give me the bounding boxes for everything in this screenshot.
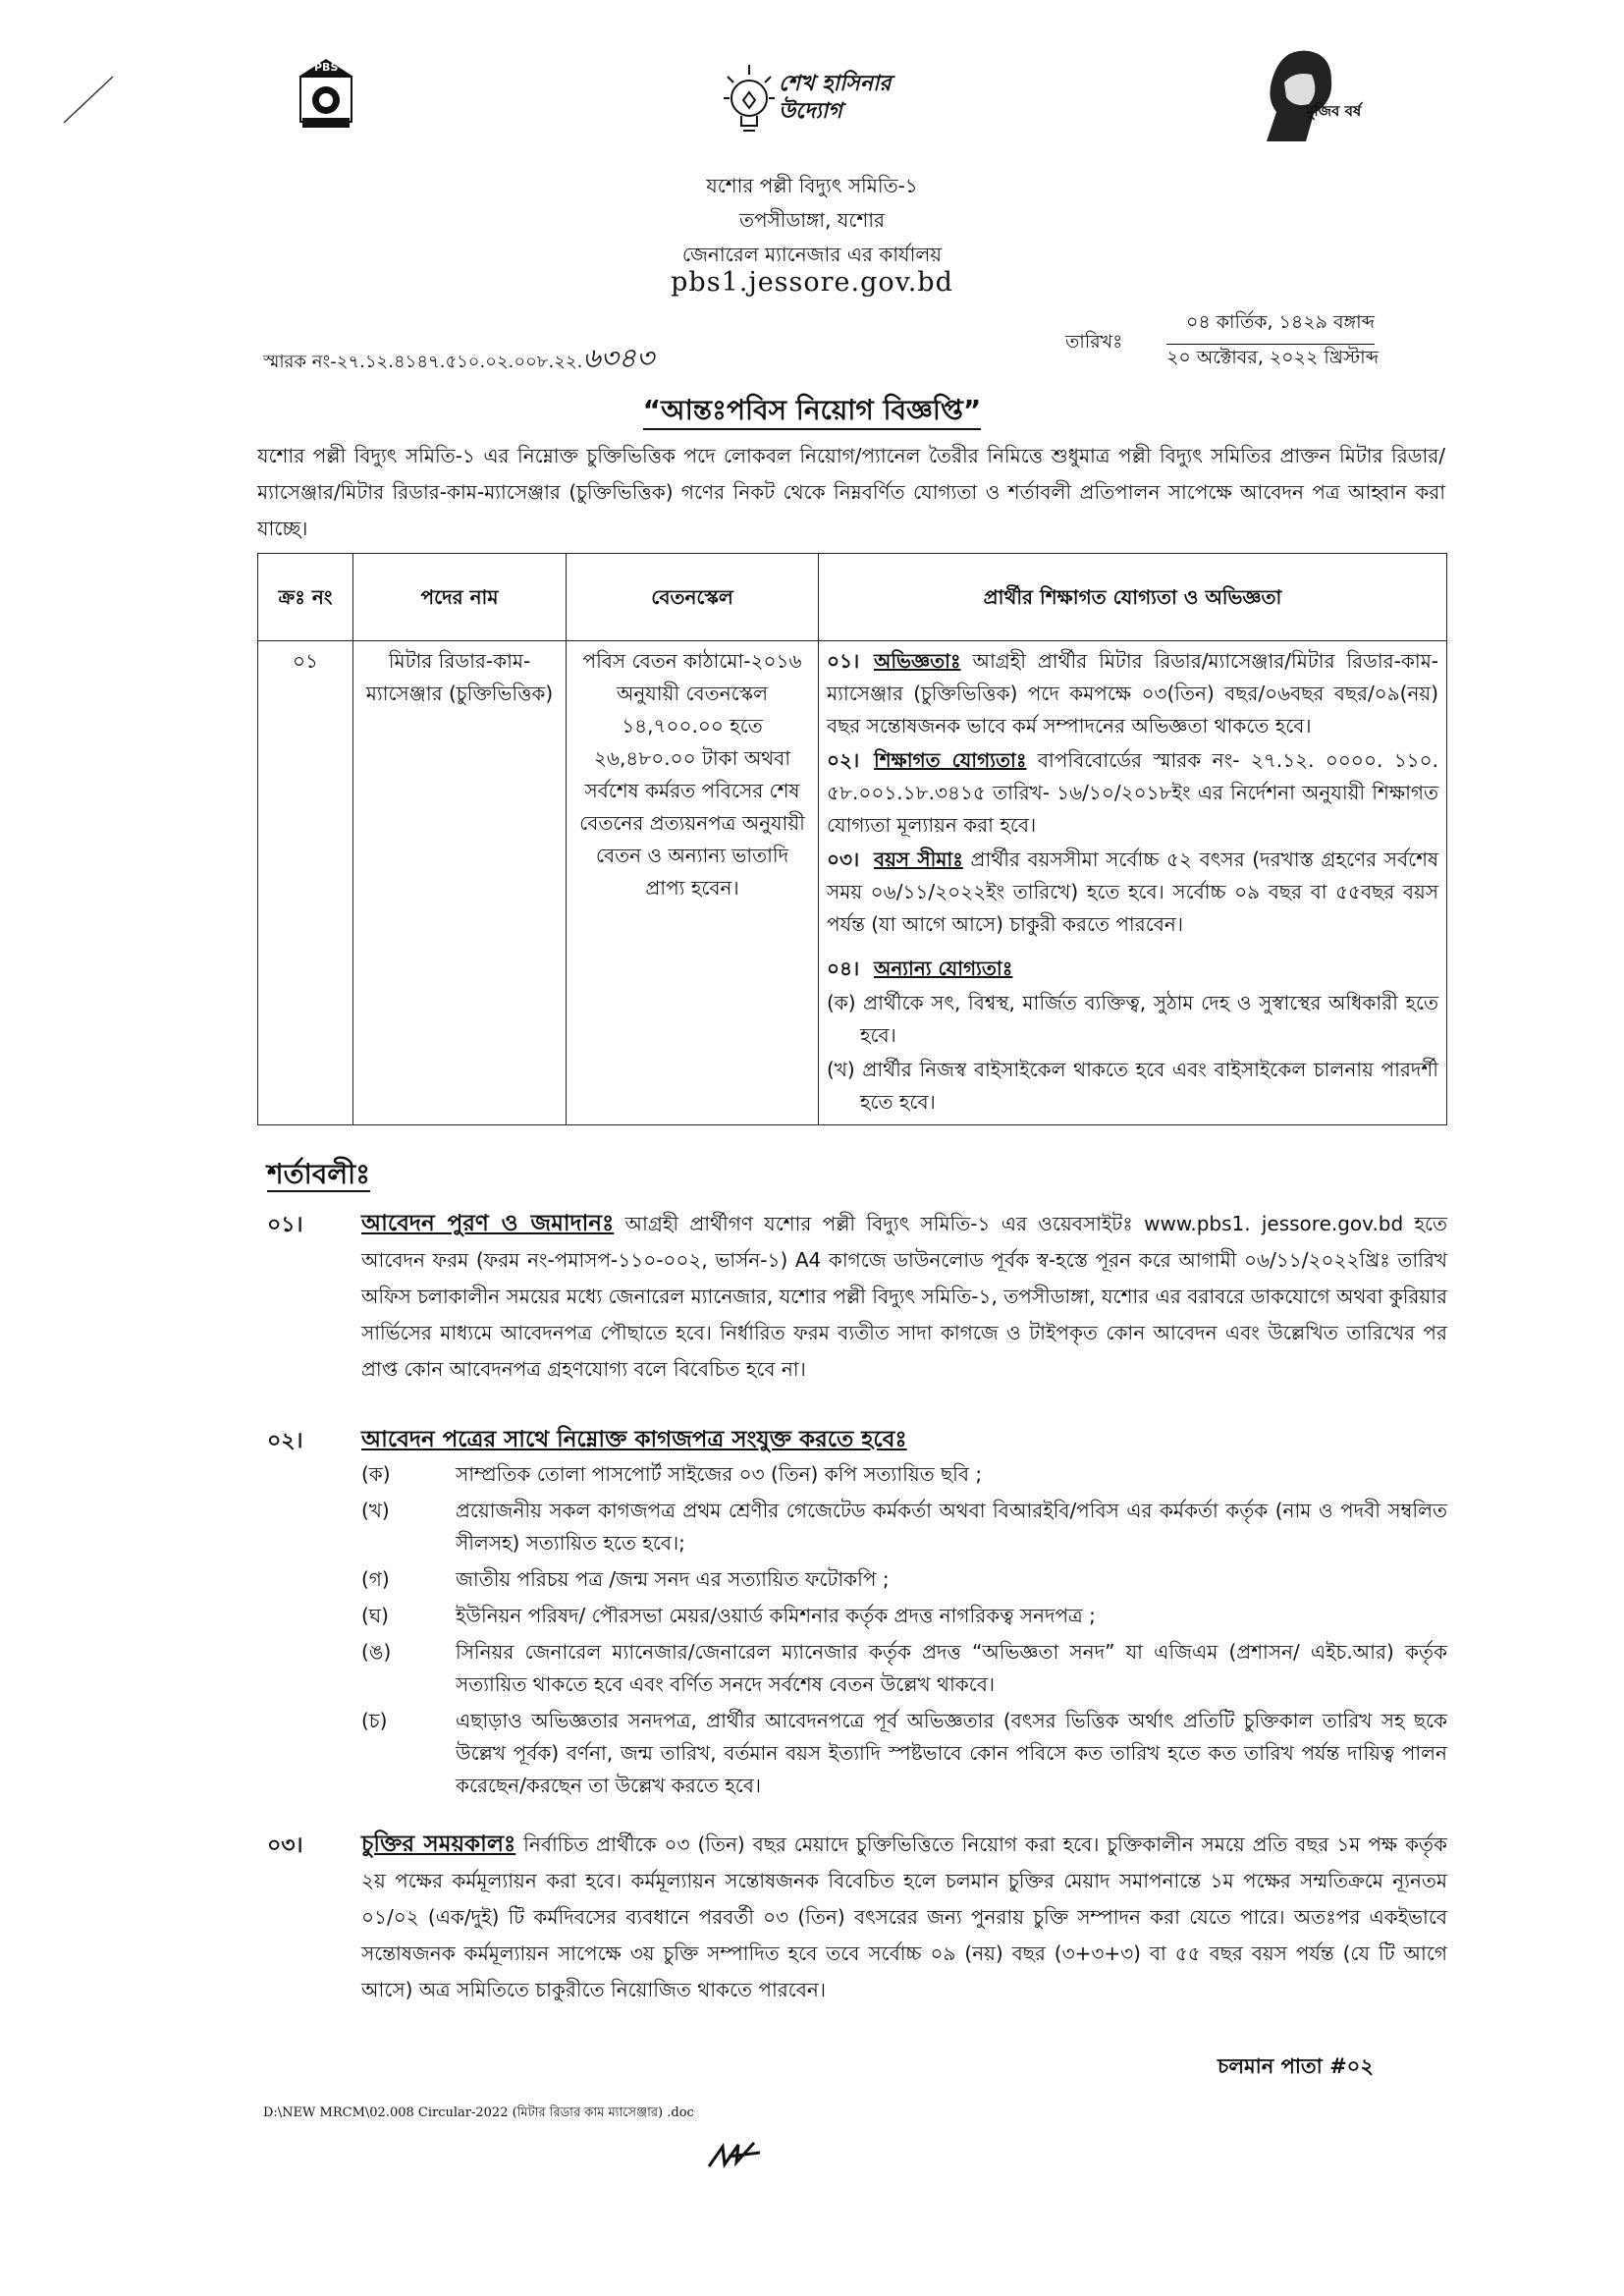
requirement-num: ০৩। <box>827 847 860 871</box>
memo-ref-label: স্মারক নং- <box>263 352 337 372</box>
list-item-label: (গ) <box>361 1567 390 1591</box>
requirement-text: আগ্রহী প্রার্থীর মিটার রিডার/ম্যাসেঞ্জার/মিটার রিডার-কাম-ম্যাসেঞ্জার (চুক্তিভিত্তিক) পদে কমপক্ষে ০৩(তিন) বছর/০৬বছর বছর/০৯(নয়) বছর সন্তোষজনক ভাবে কর্ম সম্পাদনের অভিজ্ঞতা থাকতে হবে। <box>827 649 1439 738</box>
list-item <box>361 1600 1447 1632</box>
requirement-item <box>827 844 1438 941</box>
table-row <box>258 641 1447 1125</box>
file-path: D:\NEW MRCM\02.008 Circular-2022 (মিটার রিডার কাম ম্যাসেঞ্জার) .doc <box>263 2105 694 2120</box>
cell-requirements <box>819 641 1447 1125</box>
cell-salary: পবিস বেতন কাঠামো-২০১৬ অনুযায়ী বেতনস্কেল ১৪,৭০০.০০ হতে ২৬,৪৮০.০০ টাকা অথবা সর্বশেষ কর্মরত পবিসের শেষ বেতনের প্রত্যয়নপত্র অনুযায়ী বেতন ও অন্যান্য ভাতাদি প্রাপ্য হবেন। <box>567 641 819 1125</box>
condition-num: ০২। <box>267 1429 303 1453</box>
condition-head: আবেদন পত্রের সাথে নিম্নোক্ত কাগজপত্র সংযুক্ত করতে হবেঃ <box>361 1427 907 1452</box>
memo-date-bangla: ০৪ কার্তিক, ১৪২৯ বঙ্গাব্দ <box>1166 308 1375 345</box>
continuation-note: চলমান পাতা #০২ <box>1218 2054 1374 2078</box>
requirement-item <box>827 645 1438 742</box>
list-item-text: ইউনিয়ন পরিষদ/ পৌরসভা মেয়র/ওয়ার্ড কমিশনার কর্তৃক প্রদত্ত নাগরিকত্ব সনদপত্র ; <box>456 1604 1096 1627</box>
pbs-logo-text: PBS <box>314 61 339 74</box>
other-qualification-item <box>827 987 1438 1052</box>
other-qualification-text: (খ) প্রার্থীর নিজস্ব বাইসাইকেল থাকতে হবে এবং বাইসাইকেল চালনায় পারদর্শী হতে হবে। <box>827 1058 1438 1114</box>
list-item <box>361 1495 1447 1559</box>
document-list <box>361 1458 1447 1802</box>
condition-head: আবেদন পুরণ ও জমাদানঃ <box>361 1211 615 1236</box>
list-item-label: (ঙ) <box>361 1640 392 1664</box>
requirement-text: প্রার্থীর বয়সসীমা সর্বোচ্চ ৫২ বৎসর (দরখাস্ত গ্রহণের সর্বশেষ সময় ০৬/১১/২০২২ইং তারিখে) হতে হবে। সর্বোচ্চ ০৯ বছর বা ৫৫বছর বয়স পর্যন্ত (যা আগে আসে) চাকুরী করতে পারবেন। <box>827 847 1439 936</box>
requirement-head: অভিজ্ঞতাঃ <box>874 649 961 673</box>
pen-mark <box>59 69 118 128</box>
notice-title <box>0 389 1624 435</box>
condition-body <box>361 1827 1447 2008</box>
condition-text: নির্বাচিত প্রার্থীকে ০৩ (তিন) বছর মেয়াদে চুক্তিভিত্তিতে নিয়োগ করা হবে। চুক্তিকালীন সময়ে প্রতি বছর ১ম পক্ষ কর্তৃক ২য় পক্ষের কর্মমূল্যায়ন করা হবে। কর্মমূল্যায়ন সন্তোষজনক বিবেচিত হলে চলমান চুক্তির মেয়াদ সমাপনান্তে ১ম পক্ষের সম্মতিক্রমে ন্যূনতম ০১/০২ (এক/দুই) টি কর্মদিবসের ব্যবধানে পরবর্তী ০৩ (তিন) বৎসরের জন্য পুনরায় চুক্তি সম্পাদন করা যেতে পারে। অতঃপর একইভাবে সন্তোষজনক কর্মমূল্যায়ন সাপেক্ষে ৩য় চুক্তি সম্পাদিত হবে তবে সর্বোচ্চ ০৯ (নয়) বছর (৩+৩+৩) বা ৫৫ বছর বয়স পর্যন্ত (যে টি আগে আসে) অত্র সমিতিতে চাকুরীতে নিয়োজিত থাকতে পারবেন। <box>361 1832 1448 2001</box>
condition-body <box>361 1206 1447 1388</box>
conditions-title-text: শর্তাবলীঃ <box>267 1158 371 1190</box>
list-item <box>361 1458 1447 1491</box>
th-salary: বেতনস্কেল <box>567 554 819 641</box>
list-item <box>361 1563 1447 1596</box>
list-item-label: (খ) <box>361 1499 390 1522</box>
requirement-head: অন্যান্য যোগ্যতাঃ <box>874 957 1013 980</box>
pbs-logo <box>295 57 357 130</box>
initials-mark <box>705 2139 764 2172</box>
th-post: পদের নাম <box>353 554 567 641</box>
list-item-label: (চ) <box>361 1709 388 1732</box>
requirement-item <box>827 744 1438 842</box>
requirement-item <box>827 953 1438 985</box>
th-qualification: প্রার্থীর শিক্ষাগত যোগ্যতা ও অভিজ্ঞতা <box>819 554 1447 641</box>
memo-ref-handwritten: ৬৩৪৩ <box>582 342 655 374</box>
requirement-head: শিক্ষাগত যোগ্যতাঃ <box>874 748 1027 772</box>
sheikh-hasina-initiative-logo <box>722 61 957 139</box>
cell-serial: ০১ <box>258 641 353 1125</box>
office-name: জেনারেল ম্যানেজার এর কার্যালয় <box>681 243 943 266</box>
org-name: যশোর পল্লী বিদ্যুৎ সমিতি-১ <box>706 174 918 197</box>
list-item <box>361 1705 1447 1802</box>
requirement-head: বয়স সীমাঃ <box>874 847 963 871</box>
other-qualification-item <box>827 1054 1438 1119</box>
th-serial: ক্রঃ নং <box>258 554 353 641</box>
other-qualification-text: (ক) প্রার্থীকে সৎ, বিশ্বস্থ, মার্জিত ব্যক্তিত্ব, সুঠাম দেহ ও সুস্বাস্থের অধিকারী হতে হবে। <box>827 991 1438 1047</box>
list-item-label: (ক) <box>361 1462 391 1486</box>
condition-head: চুক্তির সময়কালঃ <box>361 1831 516 1857</box>
list-item-label: (ঘ) <box>361 1604 389 1627</box>
memo-date-english: ২০ অক্টোবর, ২০২২ খ্রিস্টাব্দ <box>1166 347 1380 368</box>
condition-text: আগ্রহী প্রার্থীগণ যশোর পল্লী বিদ্যুৎ সমিতি-১ এর ওয়েবসাইটঃ www.pbs1. jessore.gov.bd হতে আবেদন ফরম (ফরম নং-পমাসপ-১১০-০০২, ভার্সন-১) A4 কাগজে ডাউনলোড পূর্বক স্ব-হস্তে পূরন করে আগামী ০৬/১১/২০২২খ্রিঃ তারিখ অফিস চলাকালীন সময়ের মধ্যে জেনারেল ম্যানেজার, যশোর পল্লী বিদ্যুৎ সমিতি-১, তপসীডাঙ্গা, যশোর এর বরাবরে ডাকযোগে অথবা কুরিয়ার সার্ভিসের মাধ্যমে আবেদনপত্র পৌছাতে হবে। নির্ধারিত ফরম ব্যতীত সাদা কাগজে ও টাইপকৃত কোন আবেদন এবং উল্লেখিত তারিখের পর প্রাপ্ত কোন আবেদনপত্র গ্রহণযোগ্য বলে বিবেচিত হবে না। <box>361 1212 1447 1381</box>
requirement-num: ০৪। <box>827 957 860 980</box>
list-item <box>361 1636 1447 1701</box>
intro-paragraph: যশোর পল্লী বিদ্যুৎ সমিতি-১ এর নিম্নোক্ত চুক্তিভিত্তিক পদে লোকবল নিয়োগ/প্যানেল তৈরীর নিমিত্তে শুধুমাত্র পল্লী বিদ্যুৎ সমিতির প্রাক্তন মিটার রিডার/ ম্যাসেঞ্জার/মিটার রিডার-কাম-ম্যাসেঞ্জার (চুক্তিভিত্তিক) গণের নিকট থেকে নিম্নবর্ণিত যোগ্যতা ও শর্তাবলী প্রতিপালন সাপেক্ষে আবেদন পত্র আহ্বান করা যাচ্ছে। <box>257 444 1445 540</box>
memo-ref-number: ২৭.১২.৪১৪৭.৫১০.০২.০০৮.২২. <box>336 352 583 372</box>
list-item-text: এছাড়াও অভিজ্ঞতার সনদপত্র, প্রার্থীর আবেদনপত্রে পূর্ব অভিজ্ঞতার (বৎসর ভিত্তিক অর্থাৎ প্রতিটি চুক্তিকাল তারিখ সহ ছকে উল্লেখ পূর্বক) বর্ণনা, জন্ম তারিখ, বর্তমান বয়স ইত্যাদি স্পষ্টভাবে কোন পবিসে কত তারিখ হতে কত তারিখ পর্যন্ত দায়িত্ব পালন করেছেন/করছেন তা উল্লেখ করতে হবে। <box>456 1709 1447 1797</box>
conditions-title <box>267 1153 370 1199</box>
condition-section-2 <box>267 1422 1447 1806</box>
website-link[interactable]: pbs1.jessore.gov.bd <box>671 267 953 298</box>
list-item-text: জাতীয় পরিচয় পত্র /জন্ম সনদ এর সত্যায়িত ফটোকপি ; <box>456 1567 890 1591</box>
list-item-text: সিনিয়র জেনারেল ম্যানেজার/জেনারেল ম্যানেজার কর্তৃক প্রদত্ত “অভিজ্ঞতা সনদ” যা এজিএম (প্রশাসন/ এইচ.আর) কর্তৃক সত্যায়িত থাকতে হবে এবং বর্ণিত সনদে সর্বশেষ বেতন উল্লেখ থাকবে। <box>456 1640 1447 1696</box>
portrait-icon <box>1255 43 1343 141</box>
mujib-borsho-logo <box>1247 43 1384 141</box>
org-address: তপসীডাঙ্গা, যশোর <box>738 208 885 232</box>
notice-title-text: “আন্তঃপবিস নিয়োগ বিজ্ঞপ্তি” <box>643 394 982 430</box>
condition-section-3 <box>267 1827 1447 2008</box>
memo-reference <box>263 337 654 383</box>
mujib-logo-text: মুজিব বর্ষ <box>1306 102 1362 120</box>
condition-body <box>361 1422 1447 1458</box>
requirement-num: ০২। <box>827 748 860 772</box>
table-header-row <box>258 554 1447 641</box>
list-item-text: সাম্প্রতিক তোলা পাসপোর্ট সাইজের ০৩ (তিন) কপি সত্যায়িত ছবি ; <box>456 1462 983 1486</box>
center-logo-text: শেখ হাসিনার উদ্যোগ <box>779 72 892 124</box>
condition-num: ০১। <box>267 1213 303 1237</box>
cell-post: মিটার রিডার-কাম-ম্যাসেঞ্জার (চুক্তিভিত্তিক) <box>353 641 567 1125</box>
light-bulb-icon <box>722 61 777 139</box>
requirement-num: ০১। <box>827 649 860 673</box>
condition-section-1 <box>267 1206 1447 1388</box>
list-item-text: প্রয়োজনীয় সকল কাগজপত্র প্রথম শ্রেণীর গেজেটেড কর্মকর্তা অথবা বিআরইবি/পবিস এর কর্মকর্তা কর্তৃক (নাম ও পদবী সম্বলিত সীলসহ) সত্যায়িত হতে হবে।; <box>456 1499 1447 1555</box>
requirement-text: বাপবিবোর্ডের স্মারক নং- ২৭.১২. ০০০০. ১১০. ৫৮.০০১.১৮.৩৪১৫ তারিখ- ১৬/১০/২০১৮ইং এর নির্দেশনা অনুযায়ী শিক্ষাগত যোগ্যতা মূল্যায়ন করা হবে। <box>827 748 1439 837</box>
post-table <box>257 553 1447 1125</box>
condition-num: ০৩। <box>267 1833 303 1858</box>
memo-date-label: তারিখঃ <box>1065 331 1123 353</box>
